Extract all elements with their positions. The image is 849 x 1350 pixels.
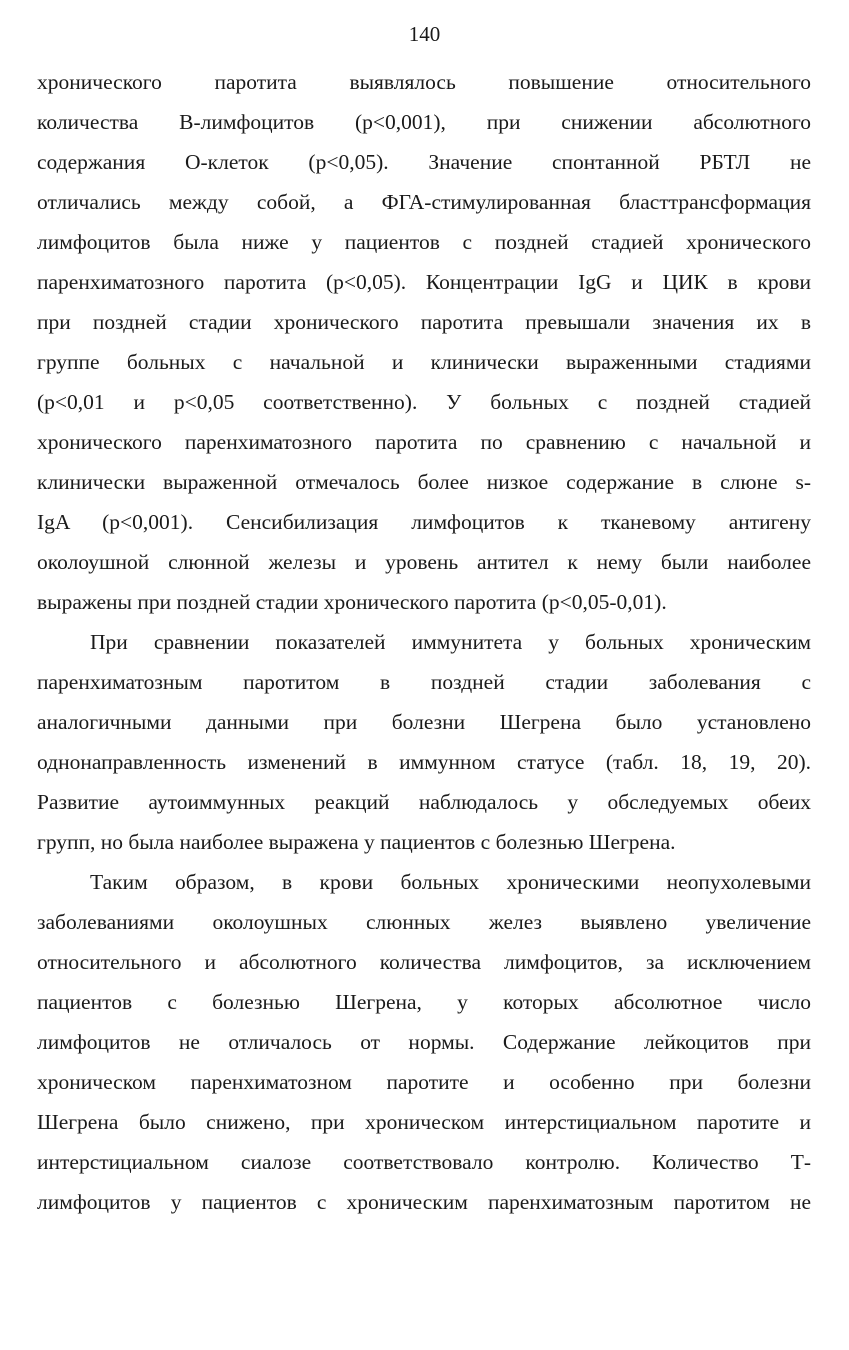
text-line: количества В-лимфоцитов (p<0,001), при снижении абсолютного bbox=[37, 110, 811, 134]
text-line: лимфоцитов у пациентов с хроническим паренхиматозным паротитом не bbox=[37, 1190, 811, 1214]
text-line: относительного и абсолютного количества лимфоцитов, за исключением bbox=[37, 950, 811, 974]
text-line: отличались между собой, а ФГА-стимулированная бласттрансформация bbox=[37, 190, 811, 214]
text-line: околоушной слюнной железы и уровень антител к нему были наиболее bbox=[37, 550, 811, 574]
text-line: Шегрена было снижено, при хроническом интерстициальном паротите и bbox=[37, 1110, 811, 1134]
text-line: аналогичными данными при болезни Шегрена было установлено bbox=[37, 710, 811, 734]
text-line: IgA (p<0,001). Сенсибилизация лимфоцитов к тканевому антигену bbox=[37, 510, 811, 534]
text-line: хроническом паренхиматозном паротите и особенно при болезни bbox=[37, 1070, 811, 1094]
text-line: групп, но была наиболее выражена у пациентов с болезнью Шегрена. bbox=[37, 830, 676, 854]
paragraph bbox=[37, 62, 811, 622]
text-line: клинически выраженной отмечалось более низкое содержание в слюне s- bbox=[37, 470, 811, 494]
paragraph bbox=[37, 622, 811, 862]
text-line: хронического паротита выявлялось повышение относительного bbox=[37, 70, 811, 94]
text-line: выражены при поздней стадии хронического паротита (р<0,05-0,01). bbox=[37, 590, 667, 614]
page-number: 140 bbox=[408, 22, 441, 46]
text-line: группе больных с начальной и клинически выраженными стадиями bbox=[37, 350, 811, 374]
text-line: интерстициальном сиалозе соответствовало контролю. Количество Т- bbox=[37, 1150, 811, 1174]
text-line: лимфоцитов не отличалось от нормы. Содержание лейкоцитов при bbox=[37, 1030, 811, 1054]
paragraph bbox=[37, 862, 811, 1222]
text-line: однонаправленность изменений в иммунном статусе (табл. 18, 19, 20). bbox=[37, 750, 811, 774]
text-line: Развитие аутоиммунных реакций наблюдалось у обследуемых обеих bbox=[37, 790, 811, 814]
body-text bbox=[37, 62, 811, 1222]
text-line: лимфоцитов была ниже у пациентов с поздней стадией хронического bbox=[37, 230, 811, 254]
text-line: хронического паренхиматозного паротита по сравнению с начальной и bbox=[37, 430, 811, 454]
text-line: пациентов с болезнью Шегрена, у которых абсолютное число bbox=[37, 990, 811, 1014]
text-line: Таким образом, в крови больных хроническими неопухолевыми bbox=[90, 870, 811, 894]
text-line: паренхиматозного паротита (p<0,05). Концентрации IgG и ЦИК в крови bbox=[37, 270, 811, 294]
text-line: заболеваниями околоушных слюнных желез выявлено увеличение bbox=[37, 910, 811, 934]
text-line: при поздней стадии хронического паротита превышали значения их в bbox=[37, 310, 811, 334]
text-line: При сравнении показателей иммунитета у больных хроническим bbox=[90, 630, 811, 654]
text-line: (р<0,01 и р<0,05 соответственно). У больных с поздней стадией bbox=[37, 390, 811, 414]
text-line: содержания О-клеток (р<0,05). Значение спонтанной РБТЛ не bbox=[37, 150, 811, 174]
text-line: паренхиматозным паротитом в поздней стадии заболевания с bbox=[37, 670, 811, 694]
